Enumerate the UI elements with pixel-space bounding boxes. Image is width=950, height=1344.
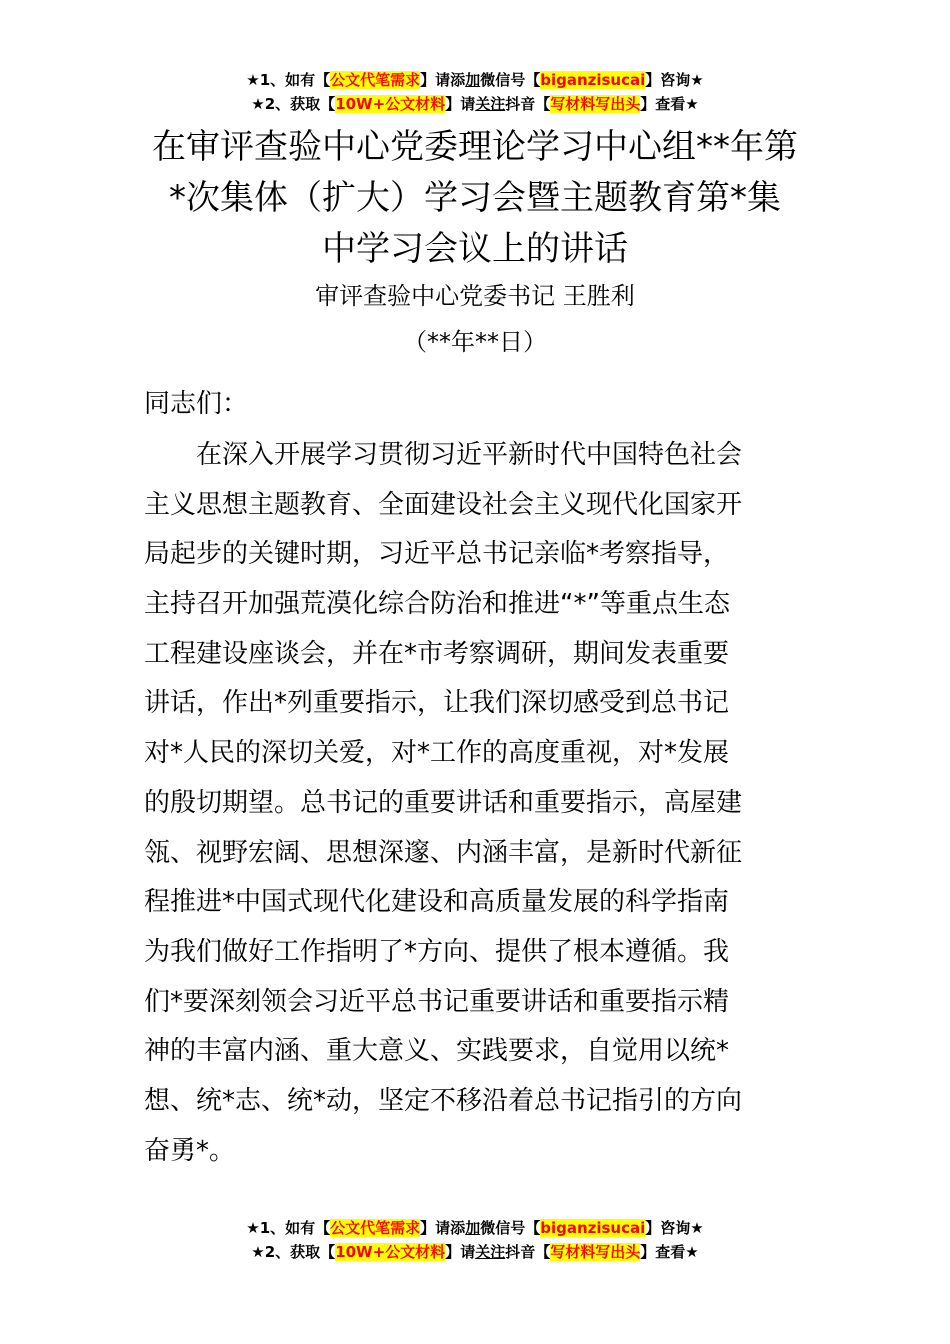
- banner-text: 】咨询★: [645, 1219, 704, 1237]
- banner-text: 抖音【: [505, 1243, 551, 1261]
- body-line: 工程建设座谈会，并在*市考察调研，期间发表重要: [144, 638, 730, 669]
- banner-highlight: 公文代笔需求: [330, 1219, 421, 1237]
- banner-text: ★1、如有【: [246, 71, 331, 89]
- banner-highlight-wechat: biganzisucai: [540, 1219, 646, 1237]
- banner-highlight-douyin: 写材料写出头: [550, 1243, 641, 1261]
- bottom-ad-banner: [0, 1216, 950, 1264]
- banner-line-1: [0, 68, 950, 92]
- banner-line-2: [0, 1240, 950, 1264]
- banner-underlined: 加: [465, 1219, 481, 1237]
- banner-highlight: 10W+公文材料: [335, 1243, 446, 1261]
- banner-highlight-wechat: biganzisucai: [540, 71, 646, 89]
- banner-text: ★2、获取【: [251, 95, 336, 113]
- body-line: 的殷切期望。总书记的重要讲话和重要指示，高屋建: [144, 787, 743, 818]
- title-line: 中学习会议上的讲话: [322, 229, 628, 269]
- title-line: 在审评查验中心党委理论学习中心组**年第: [152, 127, 798, 167]
- banner-text: 】请添: [420, 1219, 466, 1237]
- banner-highlight: 公文代笔需求: [330, 71, 421, 89]
- salutation: 同志们：: [144, 389, 249, 419]
- body-line: 奋勇*。: [144, 1135, 236, 1166]
- banner-text: 】咨询★: [645, 71, 704, 89]
- banner-highlight-douyin: 写材料写出头: [550, 95, 641, 113]
- banner-line-1: [0, 1216, 950, 1240]
- banner-underlined: 加: [465, 71, 481, 89]
- body-line: 瓴、视野宏阔、思想深邃、内涵丰富，是新时代新征: [144, 837, 743, 868]
- document-title: [0, 122, 950, 275]
- body-line: 在深入开展学习贯彻习近平新时代中国特色社会: [144, 440, 743, 470]
- body-line: 讲话，作出*列重要指示，让我们深切感受到总书记: [144, 688, 730, 719]
- banner-text: 抖音【: [505, 95, 551, 113]
- banner-underlined: 关注: [475, 1243, 506, 1261]
- banner-text: ★2、获取【: [251, 1243, 336, 1261]
- banner-text: 】请: [445, 1243, 476, 1261]
- banner-text: 】请添: [420, 71, 466, 89]
- body-line: 主义思想主题教育、全面建设社会主义现代化国家开: [144, 489, 743, 520]
- body-paragraph: [144, 431, 824, 1176]
- banner-text: 微信号【: [480, 1219, 541, 1237]
- body-line: 神的丰富内涵、重大意义、实践要求，自觉用以统*: [144, 1036, 730, 1067]
- banner-text: 】请: [445, 95, 476, 113]
- banner-underlined: 关注: [475, 95, 506, 113]
- banner-text: 】查看★: [640, 1243, 699, 1261]
- banner-text: ★1、如有【: [246, 1219, 331, 1237]
- banner-text: 微信号【: [480, 71, 541, 89]
- body-line: 对*人民的深切关爱，对*工作的高度重视，对*发展: [144, 738, 730, 769]
- document-date: （**年**日）: [403, 328, 547, 356]
- body-line: 为我们做好工作指明了*方向、提供了根本遵循。我: [144, 936, 730, 967]
- body-line: 主持召开加强荒漠化综合防治和推进“*”等重点生态: [144, 589, 730, 620]
- banner-highlight: 10W+公文材料: [335, 95, 446, 113]
- body-line: 程推进*中国式现代化建设和高质量发展的科学指南: [144, 887, 730, 918]
- banner-text: 】查看★: [640, 95, 699, 113]
- top-ad-banner: [0, 68, 950, 116]
- body-line: 们*要深刻领会习近平总书记重要讲话和重要指示精: [144, 986, 730, 1017]
- banner-line-2: [0, 92, 950, 116]
- body-line: 想、统*志、统*动，坚定不移沿着总书记指引的方向: [144, 1085, 743, 1116]
- title-line: *次集体（扩大）学习会暨主题教育第*集: [169, 178, 781, 218]
- body-line: 局起步的关键时期，习近平总书记亲临*考察指导，: [144, 539, 730, 570]
- document-author: 审评查验中心党委书记 王胜利: [315, 282, 635, 310]
